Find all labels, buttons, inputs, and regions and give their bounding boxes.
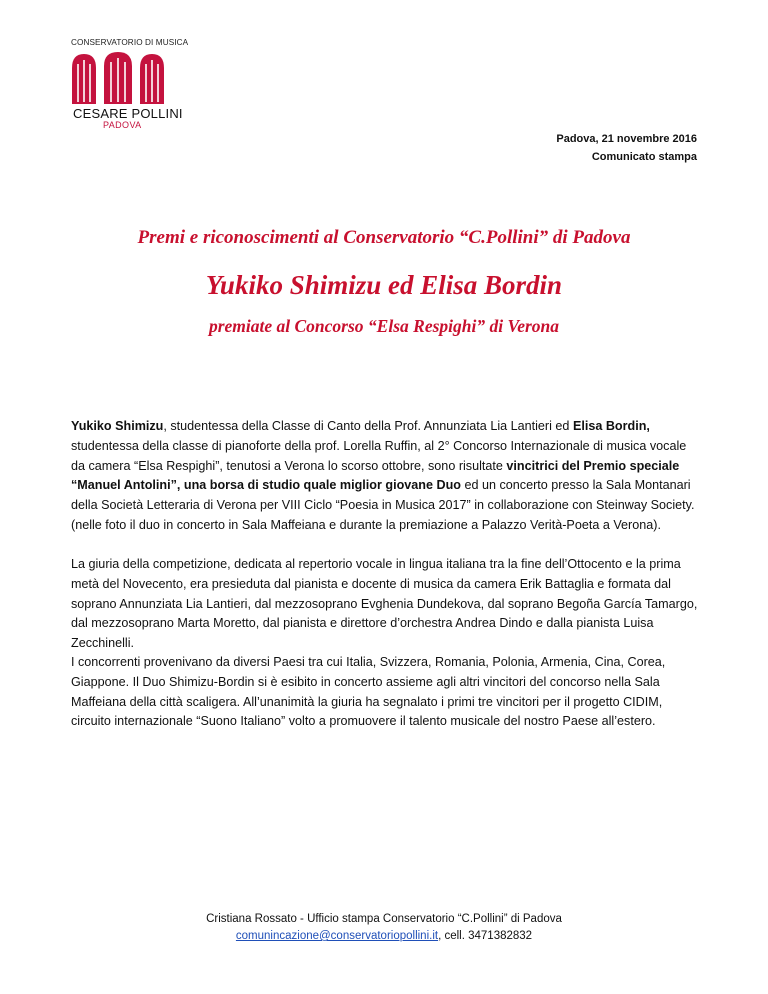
- paragraph-1-text-a: , studentessa della Classe di Canto della Prof. Annunziata Lia Lantieri ed: [163, 419, 573, 433]
- document-date: Padova, 21 novembre 2016: [556, 133, 697, 145]
- footer-contact-line: Cristiana Rossato - Ufficio stampa Conservatorio “C.Pollini” di Padova: [206, 913, 562, 925]
- organ-pipes-logo-icon: [70, 50, 166, 104]
- paragraph-1-text-c: ed un concerto presso la Sala Montanari della Società Letteraria di Verona per VIII Ciclo “Poesia in Musica 2017” in collaborazione con Steinway Society. (nelle foto il duo in concerto in Sala Maffeiana e durante la premiazione a Palazzo Verità-Poeta a Verona).: [71, 478, 695, 532]
- footer-phone: , cell. 3471382832: [438, 930, 533, 942]
- logo-top-text: CONSERVATORIO DI MUSICA: [71, 38, 189, 47]
- paragraph-2-text: La giuria della competizione, dedicata al repertorio vocale in lingua italiana tra la fine dell’Ottocento e la prima metà del Novecento, era presieduta dal pianista e docente di musica da camera Erik Battaglia e formata dal soprano Annunziata Lia Lantieri, dal mezzosoprano Evghenia Dundekova, dal soprano Begoña García Tamargo, dal mezzosoprano Marta Moretto, dal pianista e direttore d’orchestra Andrea Dindo e dalla pianista Luisa Zecchinelli.: [71, 557, 698, 651]
- logo-city: PADOVA: [103, 120, 142, 130]
- bold-name-elisa: Elisa Bordin,: [572, 419, 650, 433]
- document-type: Comunicato stampa: [591, 151, 697, 163]
- paragraph-2: [71, 555, 701, 654]
- email-link[interactable]: comunincazione@conservatoriopollini.it: [235, 930, 439, 942]
- paragraph-3: [71, 653, 701, 732]
- bold-prize-text: vincitrici del Premio speciale “Manuel Antolini”, una borsa di studio quale miglior giovane Duo: [71, 458, 680, 493]
- document-meta: [556, 130, 697, 166]
- headline-kicker: Premi e riconoscimenti al Conservatorio “C.Pollini” di Padova: [137, 227, 631, 248]
- paragraph-1: [71, 417, 701, 536]
- headline-subtitle: premiate al Concorso “Elsa Respighi” di Verona: [208, 316, 560, 336]
- footer-email-line: [0, 928, 768, 945]
- conservatorio-logo: [70, 38, 189, 130]
- headline-title: Yukiko Shimizu ed Elisa Bordin: [205, 270, 563, 300]
- footer: [0, 911, 768, 945]
- paragraph-1-text-b: studentessa della classe di pianoforte della prof. Lorella Ruffin, al 2° Concorso Internazionale di musica vocale da camera “Elsa Respighi”, tenutosi a Verona lo scorso ottobre, sono risultate: [71, 438, 687, 473]
- paragraph-3-text: I concorrenti provenivano da diversi Paesi tra cui Italia, Svizzera, Romania, Polonia, Armenia, Cina, Corea, Giappone. Il Duo Shimizu-Bordin si è esibito in concerto assieme agli altri vincitori del concorso nella Sala Maffeiana della città scaligera. All’unanimità la giuria ha segnalato i primi tre vincitori per il progetto CIDIM, circuito internazionale “Suono Italiano” volto a promuovere il talento musicale del nostro Paese all’estero.: [71, 655, 666, 729]
- logo-name: CESARE POLLINI: [73, 106, 183, 121]
- bold-name-yukiko: Yukiko Shimizu: [71, 419, 164, 433]
